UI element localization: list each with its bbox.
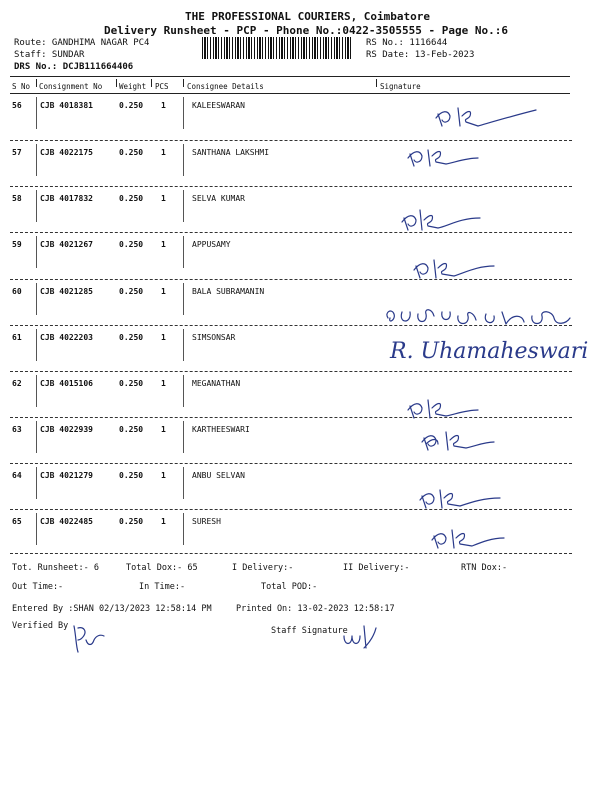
row-pcs: 1 <box>161 379 166 388</box>
row-sno: 63 <box>12 425 22 434</box>
row-consignee: SANTHANA LAKSHMI <box>192 148 270 157</box>
staff-label: Staff: SUNDAR <box>14 50 85 60</box>
row-weight: 0.250 <box>119 517 144 526</box>
row-tick <box>183 97 184 129</box>
ii-delivery: II Delivery:- <box>343 563 410 573</box>
row-weight: 0.250 <box>119 194 144 203</box>
handwritten-signature <box>412 254 502 280</box>
row-separator <box>10 371 572 372</box>
row-tick <box>36 283 37 315</box>
row-tick <box>36 97 37 129</box>
row-consignment: CJB 4022175 <box>40 148 93 157</box>
row-tick <box>36 236 37 268</box>
row-tick <box>183 375 184 407</box>
column-header-consignment: Consignment No <box>39 82 103 91</box>
row-pcs: 1 <box>161 517 166 526</box>
out-time: Out Time:- <box>12 582 64 592</box>
row-sno: 60 <box>12 287 22 296</box>
row-consignee: APPUSAMY <box>192 240 231 249</box>
row-consignee: KARTHEESWARI <box>192 425 250 434</box>
row-pcs: 1 <box>161 148 166 157</box>
row-weight: 0.250 <box>119 333 144 342</box>
handwritten-signature <box>432 100 542 130</box>
handwritten-signature <box>386 330 589 370</box>
row-sno: 57 <box>12 148 22 157</box>
runsheet-subtitle: Delivery Runsheet - PCP - Phone No.:0422-3505555 - Page No.:6 <box>104 24 508 37</box>
handwritten-signature <box>420 426 500 452</box>
rtn-dox: RTN Dox:- <box>461 563 508 573</box>
drs-number: DRS No.: DCJB111664406 <box>14 62 134 72</box>
row-sno: 56 <box>12 101 22 110</box>
row-sno: 59 <box>12 240 22 249</box>
company-title: THE PROFESSIONAL COURIERS, Coimbatore <box>185 10 431 23</box>
rs-number: RS No.: 1116644 <box>366 38 448 48</box>
row-pcs: 1 <box>161 101 166 110</box>
row-weight: 0.250 <box>119 148 144 157</box>
staff-signature-label: Staff Signature <box>271 626 348 636</box>
row-separator <box>10 140 572 141</box>
row-tick <box>36 190 37 222</box>
row-consignment: CJB 4017832 <box>40 194 93 203</box>
row-weight: 0.250 <box>119 101 144 110</box>
row-pcs: 1 <box>161 425 166 434</box>
row-tick <box>183 467 184 499</box>
row-sno: 64 <box>12 471 22 480</box>
row-consignment: CJB 4022939 <box>40 425 93 434</box>
row-tick <box>36 467 37 499</box>
row-weight: 0.250 <box>119 240 144 249</box>
row-consignment: CJB 4015106 <box>40 379 93 388</box>
row-consignee: BALA SUBRAMANIN <box>192 287 265 296</box>
column-header-weight: Weight <box>119 82 147 91</box>
route-label: Route: GANDHIMA NAGAR PC4 <box>14 38 150 48</box>
staff-handwritten-signature <box>342 622 382 652</box>
row-separator <box>10 186 572 187</box>
row-tick <box>36 144 37 176</box>
row-separator <box>10 553 572 554</box>
column-header-signature: Signature <box>380 82 421 91</box>
total-pod: Total POD:- <box>261 582 318 592</box>
row-pcs: 1 <box>161 287 166 296</box>
row-sno: 62 <box>12 379 22 388</box>
row-tick <box>183 329 184 361</box>
row-tick <box>183 513 184 545</box>
row-tick <box>183 421 184 453</box>
handwritten-signature <box>430 524 510 550</box>
in-time: In Time:- <box>139 582 186 592</box>
handwritten-signature <box>382 304 582 330</box>
column-header-sno: S No <box>12 82 31 91</box>
row-consignment: CJB 4022203 <box>40 333 93 342</box>
row-tick <box>36 329 37 361</box>
row-consignment: CJB 4021279 <box>40 471 93 480</box>
table-header-rule <box>10 93 570 94</box>
row-consignment: CJB 4018381 <box>40 101 93 110</box>
row-weight: 0.250 <box>119 379 144 388</box>
column-divider <box>151 79 152 87</box>
row-pcs: 1 <box>161 240 166 249</box>
handwritten-signature <box>400 204 490 232</box>
column-header-pcs: PCS <box>155 82 169 91</box>
row-consignee: ANBU SELVAN <box>192 471 245 480</box>
column-divider <box>376 79 377 87</box>
table-top-rule <box>10 76 570 77</box>
row-consignment: CJB 4022485 <box>40 517 93 526</box>
row-tick <box>183 283 184 315</box>
rs-date: RS Date: 13-Feb-2023 <box>366 50 475 60</box>
column-header-consignee: Consignee Details <box>187 82 264 91</box>
row-weight: 0.250 <box>119 471 144 480</box>
barcode-graphic <box>202 37 352 59</box>
verified-by-label: Verified By <box>12 621 69 631</box>
row-tick <box>183 144 184 176</box>
row-pcs: 1 <box>161 194 166 203</box>
handwritten-signature <box>418 484 508 510</box>
row-consignee: KALEESWARAN <box>192 101 245 110</box>
column-divider <box>116 79 117 87</box>
row-sno: 61 <box>12 333 22 342</box>
row-pcs: 1 <box>161 333 166 342</box>
row-separator <box>10 463 572 464</box>
i-delivery: I Delivery:- <box>232 563 294 573</box>
printed-on: Printed On: 13-02-2023 12:58:17 <box>236 604 395 614</box>
row-consignee: SIMSONSAR <box>192 333 236 342</box>
handwritten-signature <box>406 394 486 420</box>
row-weight: 0.250 <box>119 425 144 434</box>
total-dox: Total Dox:- 65 <box>126 563 198 573</box>
handwritten-signature <box>406 142 486 168</box>
row-tick <box>36 375 37 407</box>
row-consignment: CJB 4021267 <box>40 240 93 249</box>
row-pcs: 1 <box>161 471 166 480</box>
verifier-signature <box>70 620 110 656</box>
row-consignee: MEGANATHAN <box>192 379 241 388</box>
row-consignee: SURESH <box>192 517 221 526</box>
total-runsheet: Tot. Runsheet:- 6 <box>12 563 99 573</box>
column-divider <box>36 79 37 87</box>
row-sno: 65 <box>12 517 22 526</box>
column-divider <box>183 79 184 87</box>
row-consignee: SELVA KUMAR <box>192 194 245 203</box>
row-tick <box>36 513 37 545</box>
row-weight: 0.250 <box>119 287 144 296</box>
row-tick <box>36 421 37 453</box>
row-sno: 58 <box>12 194 22 203</box>
row-tick <box>183 190 184 222</box>
entered-by: Entered By :SHAN 02/13/2023 12:58:14 PM <box>12 604 212 614</box>
row-separator <box>10 417 572 418</box>
row-separator <box>10 232 572 233</box>
signature-text: R. Uhamaheswari <box>390 339 589 364</box>
row-consignment: CJB 4021285 <box>40 287 93 296</box>
row-tick <box>183 236 184 268</box>
